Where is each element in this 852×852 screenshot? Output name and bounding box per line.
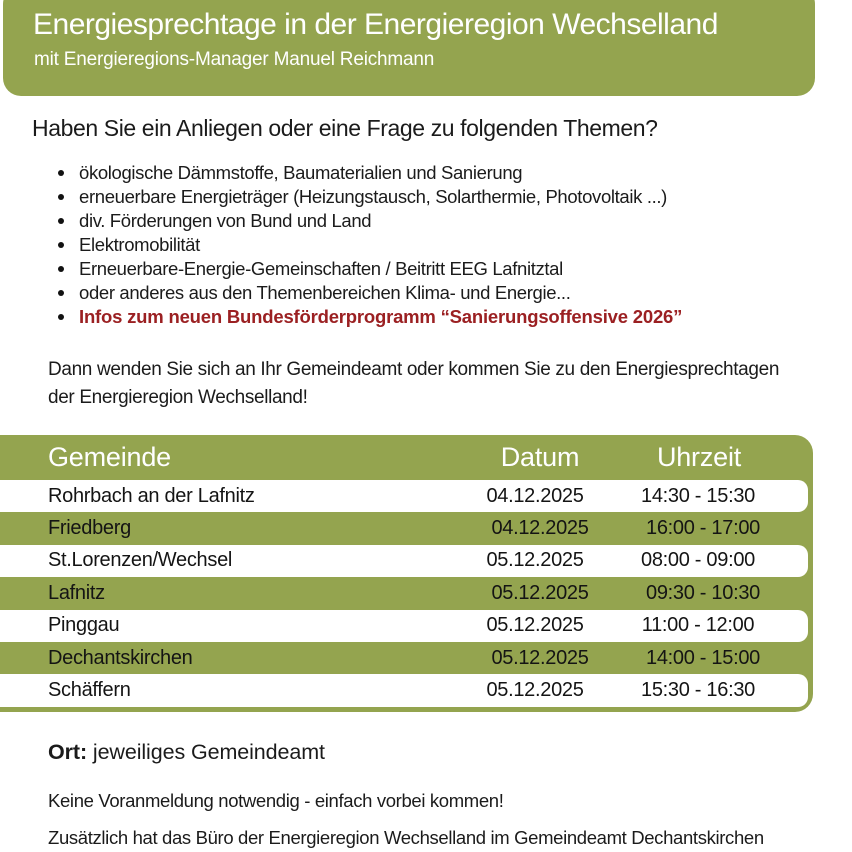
table-row	[0, 577, 813, 609]
topic-item	[58, 305, 682, 329]
cell-uhrzeit: 16:00 - 17:00	[646, 517, 760, 540]
topic-text: Elektromobilität	[79, 234, 200, 255]
column-header-datum: Datum	[500, 442, 580, 472]
table-row	[0, 642, 813, 674]
column-header-uhrzeit: Uhrzeit	[656, 442, 742, 472]
call-to-action	[48, 356, 779, 412]
page-subtitle: mit Energieregions-Manager Manuel Reichmann	[34, 49, 435, 70]
cta-line-2: der Energieregion Wechselland!	[48, 387, 308, 408]
schedule-header-row	[0, 435, 813, 480]
topic-item	[58, 281, 682, 305]
cell-gemeinde: Pinggau	[48, 614, 120, 637]
cell-datum: 05.12.2025	[486, 614, 584, 637]
topic-item	[58, 257, 682, 281]
cell-gemeinde: Dechantskirchen	[48, 646, 193, 669]
topics-list	[58, 161, 682, 329]
intro-question: Haben Sie ein Anliegen oder eine Frage zu folgenden Themen?	[32, 115, 658, 141]
column-header-gemeinde: Gemeinde	[48, 442, 171, 472]
header-banner	[3, 0, 815, 96]
topic-text: erneuerbare Energieträger (Heizungstausch, Solarthermie, Photovoltaik ...)	[79, 186, 667, 207]
topic-item	[58, 161, 682, 185]
cell-datum: 04.12.2025	[486, 484, 584, 507]
schedule-table	[0, 435, 813, 712]
cell-gemeinde: Lafnitz	[48, 581, 105, 604]
cell-datum: 05.12.2025	[486, 549, 584, 572]
bullet-icon	[58, 242, 64, 248]
location-value: jeweiliges Gemeindeamt	[92, 740, 325, 764]
bullet-icon	[58, 314, 64, 320]
location-line	[48, 740, 325, 765]
cell-datum: 04.12.2025	[491, 517, 589, 540]
topic-text: Erneuerbare-Energie-Gemeinschaften / Beitritt EEG Lafnitztal	[79, 258, 563, 279]
cell-uhrzeit: 14:00 - 15:00	[646, 646, 760, 669]
cell-datum: 05.12.2025	[491, 646, 589, 669]
table-row	[0, 512, 813, 544]
table-row	[0, 480, 808, 512]
topic-text: ökologische Dämmstoffe, Baumaterialien und Sanierung	[79, 162, 523, 183]
bullet-icon	[58, 218, 64, 224]
cell-gemeinde: Rohrbach an der Lafnitz	[48, 484, 255, 507]
bullet-icon	[58, 290, 64, 296]
topic-text: div. Förderungen von Bund und Land	[79, 210, 372, 231]
cell-datum: 05.12.2025	[491, 581, 589, 604]
topic-item	[58, 233, 682, 257]
table-row	[0, 674, 808, 706]
location-label: Ort:	[48, 740, 88, 764]
cell-gemeinde: Friedberg	[48, 517, 131, 540]
cta-line-1: Dann wenden Sie sich an Ihr Gemeindeamt oder kommen Sie zu den Energiesprechtagen	[48, 359, 780, 380]
cell-uhrzeit: 08:00 - 09:00	[641, 549, 755, 572]
cell-gemeinde: St.Lorenzen/Wechsel	[48, 549, 233, 572]
topic-item	[58, 185, 682, 209]
cell-gemeinde: Schäffern	[48, 679, 131, 702]
page-title: Energiesprechtage in der Energieregion Wechselland	[33, 8, 718, 41]
topic-item	[58, 209, 682, 233]
cell-datum: 05.12.2025	[486, 679, 584, 702]
cell-uhrzeit: 09:30 - 10:30	[646, 581, 760, 604]
bullet-icon	[58, 194, 64, 200]
topic-text: Infos zum neuen Bundesförderprogramm “Sanierungsoffensive 2026”	[79, 306, 683, 327]
schedule-rows	[0, 480, 813, 707]
cell-uhrzeit: 11:00 - 12:00	[641, 614, 755, 637]
table-row	[0, 610, 808, 642]
table-row	[0, 545, 808, 577]
cell-uhrzeit: 15:30 - 16:30	[641, 679, 755, 702]
bullet-icon	[58, 266, 64, 272]
bullet-icon	[58, 170, 64, 176]
additional-info-line: Zusätzlich hat das Büro der Energieregion Wechselland im Gemeindeamt Dechantskirchen	[48, 827, 764, 848]
no-registration-note: Keine Voranmeldung notwendig - einfach vorbei kommen!	[48, 790, 504, 811]
cell-uhrzeit: 14:30 - 15:30	[641, 484, 755, 507]
topic-text: oder anderes aus den Themenbereichen Klima- und Energie...	[79, 282, 571, 303]
